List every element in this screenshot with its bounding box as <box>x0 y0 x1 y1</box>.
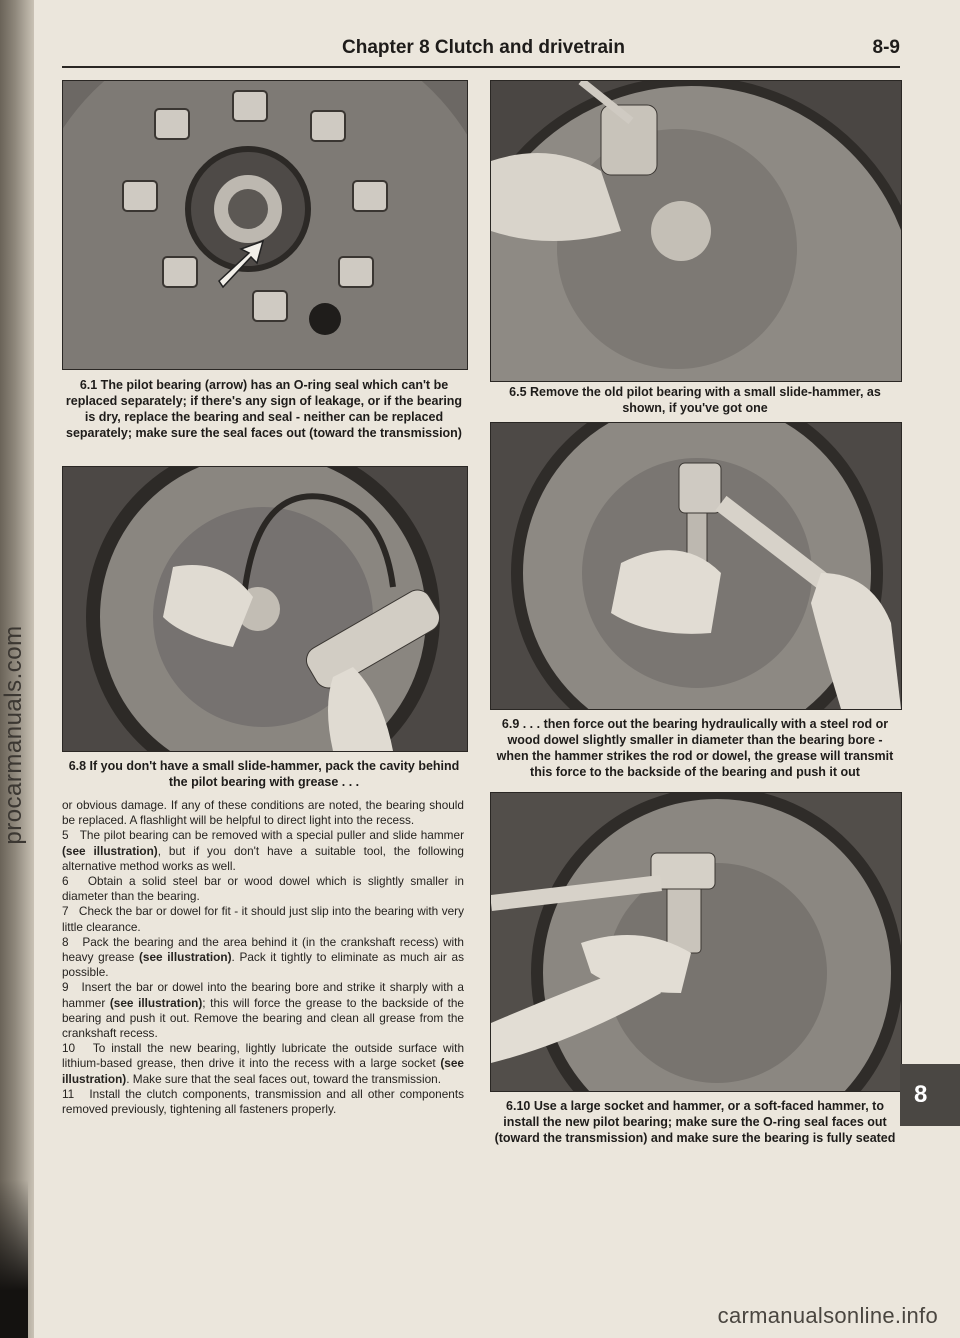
step-text: The pilot bearing can be removed with a special puller and slide hammer <box>79 828 464 843</box>
caption-6-1: 6.1 The pilot bearing (arrow) has an O-ring seal which can't be replaced separately; if there's any sign of leakage, or if the bearing is dry, replace the bearing and seal - neither can be replaced separately; make sure the seal faces out (toward the transmission) <box>65 378 463 440</box>
step-8 <box>62 935 464 981</box>
step-number: 9 <box>62 980 69 995</box>
bottom-watermark: carmanualsonline.info <box>717 1303 938 1328</box>
photo-6-1 <box>62 80 468 370</box>
caption-6-5: 6.5 Remove the old pilot bearing with a small slide-hammer, as shown, if you've got one <box>509 385 881 415</box>
illustration-reference: (see illustration) <box>62 843 158 858</box>
caption-6-8: 6.8 If you don't have a small slide-hammer, pack the cavity behind the pilot bearing with grease . . . <box>68 759 460 789</box>
body-text <box>62 798 464 1117</box>
step-text: Install the clutch components, transmission and all other components removed previously, tightening all fasteners properly. <box>62 1086 464 1117</box>
photo-6-10 <box>490 792 902 1092</box>
step-text-cont: ; this will force the grease to the backside of the bearing and push it out. Remove the bearing and clean all grease from the crankshaft recess. <box>62 995 464 1041</box>
photo-6-8 <box>62 466 468 752</box>
slide-hammer-photo <box>491 81 901 381</box>
step-number: 6 <box>62 874 69 889</box>
step-number: 11 <box>62 1086 75 1101</box>
socket-install-photo <box>491 793 901 1091</box>
step-text: Pack the bearing and the area behind it (in the crankshaft recess) with heavy grease <box>62 934 464 965</box>
step-text-cont: . Make sure that the seal faces out, toward the transmission. <box>126 1071 441 1086</box>
step-9 <box>62 980 464 1041</box>
illustration-reference: (see illustration) <box>138 950 232 965</box>
step-text: To install the new bearing, lightly lubricate the outside surface with lithium-based grease, then drive it into the recess with a large socket <box>62 1041 465 1071</box>
step-text-cont: , but if you don't have a suitable tool, the following alternative method works as well. <box>62 843 464 873</box>
step-text: Check the bar or dowel for fit - it should just slip into the bearing with very little clearance. <box>62 904 464 934</box>
step-7 <box>62 904 464 934</box>
step-text: Insert the bar or dowel into the bearing bore and strike it sharply with a hammer <box>62 980 464 1010</box>
grease-gun-photo <box>63 467 467 751</box>
step-5 <box>62 828 464 874</box>
page-number: 8-9 <box>872 37 900 58</box>
step-text: Obtain a solid steel bar or wood dowel which is slightly smaller in diameter than the bearing. <box>62 874 464 904</box>
photo-6-9 <box>490 422 902 710</box>
step-10 <box>62 1041 464 1087</box>
step-text-cont: . Pack it tightly to eliminate as much air as possible. <box>62 950 464 980</box>
step-number: 10 <box>62 1041 76 1056</box>
chapter-tab: 8 <box>900 1064 960 1126</box>
photo-6-5 <box>490 80 902 382</box>
chapter-title: Chapter 8 Clutch and drivetrain <box>342 37 625 58</box>
hammer-dowel-photo <box>491 423 901 709</box>
step-6 <box>62 874 464 904</box>
caption-6-10: 6.10 Use a large socket and hammer, or a soft-faced hammer, to install the new pilot bearing; make sure the O-ring seal faces out (toward the transmission) and make sure the bearing is fully seated <box>494 1099 896 1145</box>
step-number: 5 <box>62 828 69 843</box>
side-watermark: procarmanuals.com <box>0 625 27 845</box>
step-number: 7 <box>62 904 69 919</box>
caption-6-9: 6.9 . . . then force out the bearing hydraulically with a steel rod or wood dowel slightly smaller in diameter than the bearing bore - when the hammer strikes the rod or dowel, the grease will transmit this force to the backside of the bearing and push it out <box>496 717 894 779</box>
illustration-reference: (see illustration) <box>62 1056 464 1086</box>
illustration-reference: (see illustration) <box>109 995 203 1010</box>
spine-shadow <box>0 1180 28 1338</box>
flywheel-bolts-photo <box>63 81 467 369</box>
page-header <box>62 34 900 68</box>
step-11 <box>62 1087 464 1117</box>
paragraph-continued: or obvious damage. If any of these conditions are noted, the bearing should be replaced. A flashlight will be helpful to direct light into the recess. <box>62 798 464 828</box>
step-number: 8 <box>62 934 69 949</box>
